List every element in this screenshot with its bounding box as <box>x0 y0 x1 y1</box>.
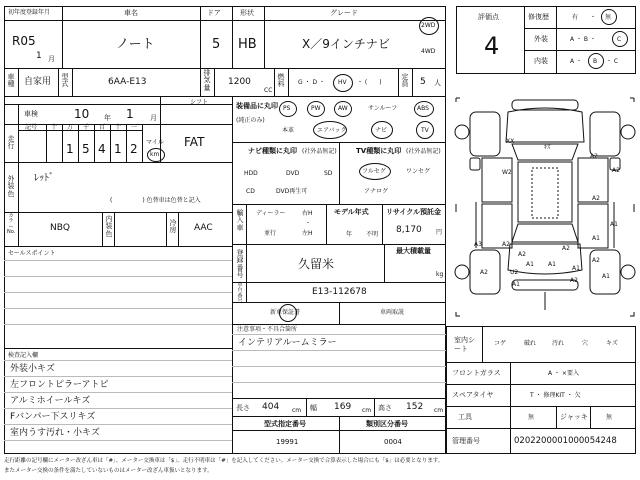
mileage-digit-label-5: 一 <box>131 124 138 131</box>
mileage-digit-4: 1 <box>114 142 122 156</box>
manual-label: 車両取説 <box>380 309 405 316</box>
inspection-month: 1 <box>126 107 134 121</box>
diagram-mark-17: A2 <box>480 269 488 276</box>
guarantee-label: 新車保証書 <box>270 309 301 316</box>
footer-line-2: またメーター交換の条件を満たしていないものはメーター改ざん車扱いとなります。 <box>4 468 213 474</box>
equip-tv: TV <box>421 127 429 134</box>
grade-label: グレード <box>330 9 358 17</box>
diagram-mark-19: A2 <box>570 277 578 284</box>
diagram-mark-13: A1 <box>572 265 580 272</box>
footer-line-1: 走行距離の記号欄にメーター改ざん車は「#」、メーター交換車は「$」、走行不明車は「#」を記入してください。メーター交換で合算表示した場合にも「$」は必要となります。 <box>4 458 444 464</box>
import-right: 右H <box>302 210 313 217</box>
navi-dvd: DVD <box>286 170 300 177</box>
first-reg-era: R05 <box>12 34 36 48</box>
model-year-unknown: 不明 <box>366 231 379 238</box>
drive-2wd: 2WD <box>421 22 436 29</box>
diagram-mark-8: A2 <box>592 195 600 202</box>
equipment-sublabel: (純正のみ) <box>236 117 265 124</box>
registration-label: 登録番号 <box>236 249 244 280</box>
car-outline-icon <box>452 96 638 318</box>
mileage-digit-label-1: 万 <box>67 124 74 131</box>
first-reg-month: 1 <box>36 51 42 61</box>
fuel-options: G ・ D ・ <box>298 79 325 86</box>
exterior-grade-options: A ・ B ・ <box>570 36 596 43</box>
inspection-year-unit: 年 <box>104 114 111 122</box>
designation-label: 型式指定番号 <box>264 420 306 428</box>
notes-line-1: インテリアルームミラー <box>238 338 337 348</box>
ac-value: AAC <box>194 223 213 233</box>
tools-value: 無 <box>528 414 535 421</box>
interior-grade-prefix: A ・ <box>570 58 583 65</box>
mgmt-value: 0202200001000054248 <box>514 436 617 446</box>
tools-label: 工具 <box>458 413 472 421</box>
ac-label: 冷房 <box>169 219 177 235</box>
model-label: 型式 <box>61 73 69 89</box>
width-unit: cm <box>362 407 372 414</box>
mileage-digit-label-4: 十 <box>115 124 122 131</box>
inspector-note-3: アルミホイールキズ <box>10 396 91 406</box>
length-unit: cm <box>292 407 302 414</box>
equip-ps: PS <box>283 105 291 112</box>
color-no-label: カラーNo. <box>7 213 16 235</box>
fuel-label: 燃料 <box>277 73 285 89</box>
mile-label: マイル <box>146 139 164 146</box>
length-value: 404 <box>262 402 280 412</box>
model-year-label: モデル年式 <box>334 208 369 216</box>
interior-color-label: 内装色 <box>105 215 113 238</box>
diagram-mark-20: U2 <box>510 269 519 276</box>
grade-value: X／9インチナビ <box>302 37 390 51</box>
inspector-note-2: 左フロントピラーアトピ <box>10 380 109 390</box>
jack-value: 無 <box>606 414 613 421</box>
diagram-mark-10: A1 <box>592 235 600 242</box>
sheet-yogore: 汚れ <box>552 340 565 347</box>
recycle-unit: 円 <box>436 229 443 236</box>
chassis-label: 車台番号 <box>237 282 243 304</box>
displacement-value: 1200 <box>228 77 251 87</box>
repair-dot: ・ <box>590 14 597 21</box>
diagram-mark-1: XX <box>506 138 515 145</box>
tv-oneseg: ワンセグ <box>406 168 431 175</box>
diagram-mark-5: A3 <box>474 241 482 248</box>
color-no-value: NBQ <box>50 223 70 233</box>
recycle-label: リサイクル預託金 <box>386 208 442 216</box>
inspector-note-1: 外装小キズ <box>10 364 55 374</box>
exterior-note: ( ) 色替車は色替と記入 <box>110 197 201 204</box>
shift-label: シフト <box>190 99 209 106</box>
equip-airbag: エアバック <box>317 127 347 134</box>
exterior-label: 外装色 <box>7 175 15 198</box>
spare-tire-label: スペアタイヤ <box>452 391 494 399</box>
tv-type-label: TV種類に丸印 <box>356 147 402 155</box>
capacity-label: 定員 <box>401 73 409 89</box>
import-left: 左H <box>302 230 313 237</box>
equipment-label: 装備品に丸印 <box>236 102 278 110</box>
km-label: km <box>150 151 160 158</box>
interior-grade-label: 内装 <box>534 57 548 65</box>
import-parallel: 並行 <box>264 230 277 237</box>
front-glass-value: A ・ ×要入 <box>548 370 579 377</box>
door-value: 5 <box>212 37 221 52</box>
inspection-month-unit: 月 <box>150 114 157 122</box>
mileage-digit-5: 2 <box>130 142 138 156</box>
inspection-year: 10 <box>74 107 90 121</box>
tv-type-sublabel: (社外品無記) <box>406 148 441 155</box>
mileage-digit-label-0: 十 <box>51 124 58 131</box>
height-unit: cm <box>434 407 444 414</box>
equip-aw: AW <box>338 105 348 112</box>
drive-4wd: 4WD <box>421 48 436 55</box>
recycle-value: 8,170 <box>396 225 422 235</box>
sales-point-label: セールスポイント <box>8 250 56 257</box>
mileage-digit-1: 1 <box>66 142 74 156</box>
interior-grade-selected: B <box>593 58 598 65</box>
equip-pw: PW <box>311 105 321 112</box>
width-value: 169 <box>334 402 352 412</box>
diagram-mark-21: A1 <box>512 281 520 288</box>
interior-grade-suffix: ・ C <box>606 58 619 65</box>
chassis-value: E13-112678 <box>312 287 367 297</box>
diagram-mark-12: A2 <box>592 257 600 264</box>
exterior-grade-label: 外装 <box>534 35 548 43</box>
shape-label: 形状 <box>240 9 254 17</box>
tv-analog: アナログ <box>364 188 389 195</box>
sheet-koge: コゲ <box>494 340 507 347</box>
fuel-selected: HV <box>338 79 347 86</box>
navi-dvd-play: DVD再生可 <box>276 188 308 195</box>
door-label: ドア <box>207 9 221 17</box>
sheet-ana: 穴 <box>582 340 589 347</box>
inspector-notes-label: 検査記入欄 <box>8 352 39 359</box>
front-glass-label: フロントガラス <box>452 369 501 377</box>
cc-unit: CC <box>264 87 273 94</box>
diagram-mark-4: A2 <box>502 241 510 248</box>
exterior-grade-selected: C <box>617 36 622 43</box>
navi-sd: SD <box>324 170 333 177</box>
displacement-label: 排気量 <box>203 69 211 92</box>
class-value: 0004 <box>384 438 402 446</box>
repair-no: 無 <box>605 14 612 21</box>
first-reg-month-unit: 月 <box>48 55 55 63</box>
diagram-mark-2: ｷｽﾞ <box>544 144 554 151</box>
diagram-mark-9: A1 <box>610 221 618 228</box>
navi-hdd: HDD <box>244 170 258 177</box>
equip-abs: ABS <box>417 105 429 112</box>
mileage-record-label: 記号 <box>25 124 38 131</box>
car-damage-diagram <box>452 96 638 318</box>
notes-label: 注意事項・不具合箇所 <box>237 326 298 333</box>
navi-type-label: ナビ種類に丸印 <box>248 147 297 155</box>
max-load-label: 最大積載量 <box>396 247 431 255</box>
diagram-mark-7: A2 <box>612 167 620 174</box>
diagram-mark-14: A2 <box>518 251 526 258</box>
diagram-mark-11: A2 <box>562 245 570 252</box>
length-label: 長さ <box>236 404 250 412</box>
diagram-mark-6: A2 <box>590 153 598 160</box>
capacity-unit: 人 <box>434 79 441 87</box>
sheet-yabure: 破れ <box>524 340 537 347</box>
shape-value: HB <box>238 37 257 52</box>
registration-value: 久留米 <box>298 257 335 271</box>
shift-value: FAT <box>184 135 205 149</box>
diagram-mark-3: W2 <box>502 169 512 176</box>
import-label: 輸入車 <box>236 209 244 232</box>
model-year-unit: 年 <box>346 231 353 238</box>
import-dealer: ディーラー <box>256 210 286 217</box>
import-dot: ・ <box>305 220 312 227</box>
evaluation-label: 評価点 <box>478 13 499 21</box>
capacity-value: 5 <box>420 77 426 87</box>
equip-sunroof: サンルーフ <box>368 105 398 112</box>
class-label: 類別区分番号 <box>366 420 408 428</box>
interior-sheet-label: 室内シート <box>454 336 475 354</box>
sheet-kizu: キズ <box>606 340 618 347</box>
inspector-note-5: 室内うす汚れ・小キズ <box>10 428 100 438</box>
diagram-mark-15: A1 <box>526 261 534 268</box>
first-reg-label: 初年度登録年月 <box>8 9 51 16</box>
mileage-digit-3: 4 <box>98 142 106 156</box>
mileage-digit-label-3: 百 <box>99 124 106 131</box>
tv-fullseg: フルセグ <box>362 168 386 175</box>
diagram-mark-16: A1 <box>548 261 556 268</box>
repair-label: 修復歴 <box>528 13 549 21</box>
diagram-mark-18: A1 <box>602 273 610 280</box>
navi-cd: CD <box>246 188 255 195</box>
exterior-value: ﾚｯﾄﾞ <box>34 173 54 184</box>
equip-navi: ナビ <box>375 127 388 134</box>
inspector-note-4: Fバンパー下スリキズ <box>10 412 96 422</box>
height-label: 高さ <box>378 404 392 412</box>
equip-leather: 本革 <box>282 127 295 134</box>
mileage-digit-2: 5 <box>82 142 90 156</box>
height-value: 152 <box>406 402 424 412</box>
spare-tire-value: T ・ 修理KIT ・ 欠 <box>530 392 581 399</box>
kind-value: 自家用 <box>24 77 52 87</box>
car-name-label: 車名 <box>124 9 138 17</box>
car-name: ノート <box>116 37 155 52</box>
mgmt-label: 管理番号 <box>452 437 480 445</box>
inspection-label: 車検 <box>24 110 38 118</box>
kind-label: 車種 <box>7 73 15 89</box>
designation-value: 19991 <box>276 438 299 446</box>
jack-label: ジャッキ <box>560 413 588 421</box>
max-load-unit: kg <box>436 271 444 278</box>
navi-type-sublabel: (社外品無記) <box>302 148 337 155</box>
evaluation-value: 4 <box>484 32 500 60</box>
mileage-label: 走行 <box>7 135 15 151</box>
mileage-digit-label-2: 千 <box>83 124 90 131</box>
repair-yes: 有 <box>572 14 579 21</box>
model-value: 6AA-E13 <box>108 77 147 87</box>
width-label: 幅 <box>310 404 317 412</box>
fuel-other: ・ ( ) <box>357 79 382 86</box>
